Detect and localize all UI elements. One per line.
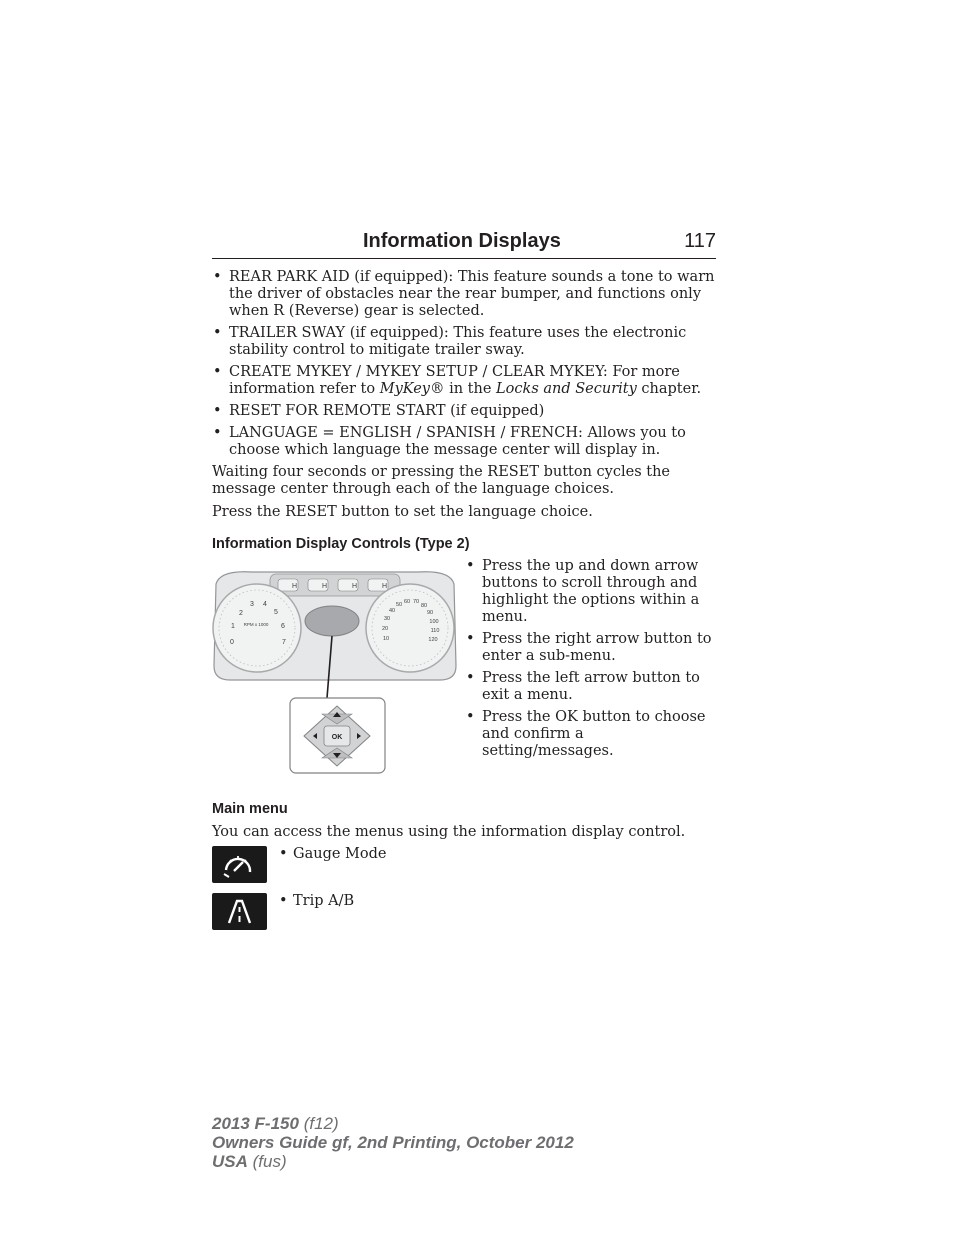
speedo-label: 90	[426, 610, 434, 616]
tach-label: 7	[282, 639, 286, 646]
speedo-label: 40	[388, 608, 396, 614]
trip-road-icon	[212, 893, 267, 930]
settings-bullet-list	[212, 269, 716, 464]
gauge-letter: H	[292, 583, 298, 590]
speedo-label: 80	[420, 603, 428, 609]
mykey-reference: MyKey®	[379, 381, 445, 397]
chapter-title: Information Displays	[363, 230, 561, 252]
tach-label: 4	[263, 601, 267, 608]
ok-button-label: OK	[331, 734, 343, 741]
speedo-label: 110	[430, 628, 440, 634]
list-item: • Press the left arrow button to exit a menu.	[465, 670, 715, 704]
speedo-label: 60	[403, 599, 411, 605]
cluster-illustration	[212, 566, 458, 776]
tach-unit: RPM x 1000	[243, 622, 269, 627]
speedo-label: 100	[429, 619, 439, 625]
menu-item-trip-ab: • Trip A/B	[277, 893, 354, 910]
tach-label: 5	[274, 609, 278, 616]
list-item: • RESET FOR REMOTE START (if equipped)	[212, 403, 716, 420]
list-item: • CREATE MYKEY / MYKEY SETUP / CLEAR MYKEY: For more information refer to MyKey® in the Locks and Security chapter.	[212, 364, 716, 398]
footer-line-guide: Owners Guide gf, 2nd Printing, October 2012	[212, 1133, 574, 1152]
controls-heading: Information Display Controls (Type 2)	[212, 536, 470, 552]
tach-label: 1	[231, 623, 235, 630]
tach-label: 0	[230, 639, 234, 646]
list-item: • Press the right arrow button to enter a sub-menu.	[465, 631, 715, 665]
list-item: • Press the up and down arrow buttons to scroll through and highlight the options within a menu.	[465, 558, 715, 626]
gauge-letter: H	[322, 583, 328, 590]
list-item: • Press the OK button to choose and confirm a setting/messages.	[465, 709, 715, 760]
speedo-label: 10	[382, 636, 390, 642]
controls-bullet-list	[465, 558, 715, 765]
instrument-cluster-figure	[212, 566, 458, 776]
language-cycle-paragraph: Waiting four seconds or pressing the RESET button cycles the message center through each of the language choices.	[212, 464, 671, 497]
tach-label: 2	[239, 610, 243, 617]
list-item: • TRAILER SWAY (if equipped): This feature uses the electronic stability control to mitigate trailer sway.	[212, 325, 716, 359]
speedo-label: 50	[395, 602, 403, 608]
speedo-label: 30	[383, 616, 391, 622]
page-number: 117	[684, 230, 716, 252]
main-menu-heading: Main menu	[212, 801, 288, 817]
menu-item-gauge-mode: • Gauge Mode	[277, 846, 386, 863]
footer-line-model: 2013 F-150 (f12)	[212, 1114, 339, 1133]
page-footer	[212, 1114, 574, 1171]
main-menu-intro: You can access the menus using the information display control.	[212, 824, 686, 840]
gauge-mode-icon	[212, 846, 267, 883]
footer-line-region: USA (fus)	[212, 1152, 287, 1171]
gauge-letter: H	[352, 583, 358, 590]
page-header	[212, 228, 716, 259]
speedo-label: 70	[412, 599, 420, 605]
tach-label: 6	[281, 623, 285, 630]
list-item: • LANGUAGE = ENGLISH / SPANISH / FRENCH: Allows you to choose which language the message center will display in.	[212, 425, 716, 459]
chapter-reference: Locks and Security	[496, 381, 637, 397]
gauge-letter: H	[382, 583, 388, 590]
speedo-label: 120	[428, 637, 438, 643]
speedo-label: 20	[381, 626, 389, 632]
tach-label: 3	[250, 601, 254, 608]
language-set-paragraph: Press the RESET button to set the language choice.	[212, 504, 593, 520]
list-item: • REAR PARK AID (if equipped): This feature sounds a tone to warn the driver of obstacles near the rear bumper, and functions only when R (Reverse) gear is selected.	[212, 269, 716, 320]
